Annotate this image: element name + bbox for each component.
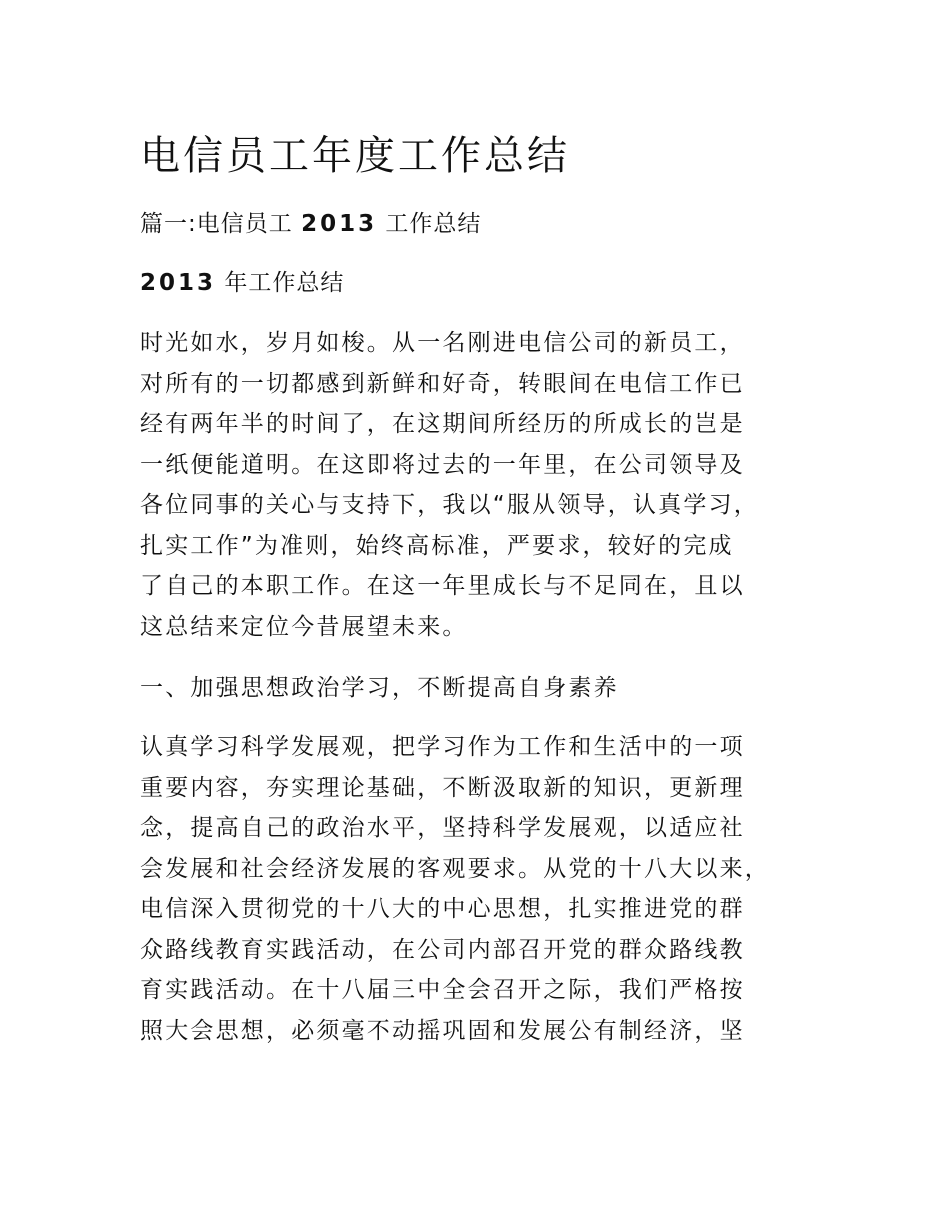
paragraph-line: 会发展和社会经济发展的客观要求。从党的十八大以来，: [140, 855, 770, 882]
paragraph-line: 电信深入贯彻党的十八大的中心思想，扎实推进党的群: [140, 896, 745, 922]
paragraph-line: 时光如水，岁月如梭。从一名刚进电信公司的新员工，: [140, 330, 745, 356]
paragraph-section-one: [140, 727, 820, 1051]
paragraph-line: 各位同事的关心与支持下，我以“服从领导，认真学习，: [140, 492, 759, 518]
sub-heading-suffix: 年工作总结: [216, 270, 345, 296]
paragraph-line: 这总结来定位今昔展望未来。: [140, 613, 468, 640]
section-heading-suffix: 工作总结: [377, 211, 482, 237]
sub-heading: [140, 265, 344, 301]
section-heading-year: 2013: [301, 211, 378, 237]
sub-heading-year: 2013: [140, 270, 217, 296]
section-heading: [140, 206, 481, 242]
paragraph-line: 念，提高自己的政治水平，坚持科学发展观，以适应社: [140, 815, 745, 841]
document-title: 电信员工年度工作总结: [140, 133, 570, 179]
paragraph-line: 照大会思想，必须毫不动摇巩固和发展公有制经济，坚: [140, 1017, 745, 1044]
paragraph-line: 对所有的一切都感到新鲜和好奇，转眼间在电信工作已: [140, 370, 745, 397]
section-one-heading: 一、加强思想政治学习，不断提高自身素养: [140, 675, 619, 701]
paragraph-line: 重要内容，夯实理论基础，不断汲取新的知识，更新理: [140, 774, 745, 801]
paragraph-line: 了自己的本职工作。在这一年里成长与不足同在，且以: [140, 573, 745, 599]
paragraph-line: 育实践活动。在十八届三中全会召开之际，我们严格按: [140, 977, 745, 1003]
paragraph-line: 扎实工作”为准则，始终高标准，严要求，较好的完成: [140, 532, 734, 559]
paragraph-line: 众路线教育实践活动，在公司内部召开党的群众路线教: [140, 936, 745, 963]
paragraph-intro: [140, 323, 820, 647]
paragraph-line: 认真学习科学发展观，把学习作为工作和生活中的一项: [140, 734, 745, 760]
section-heading-prefix: 篇一:电信员工: [140, 211, 302, 237]
paragraph-line: 经有两年半的时间了，在这期间所经历的所成长的岂是: [140, 411, 745, 437]
paragraph-line: 一纸便能道明。在这即将过去的一年里，在公司领导及: [140, 451, 745, 478]
